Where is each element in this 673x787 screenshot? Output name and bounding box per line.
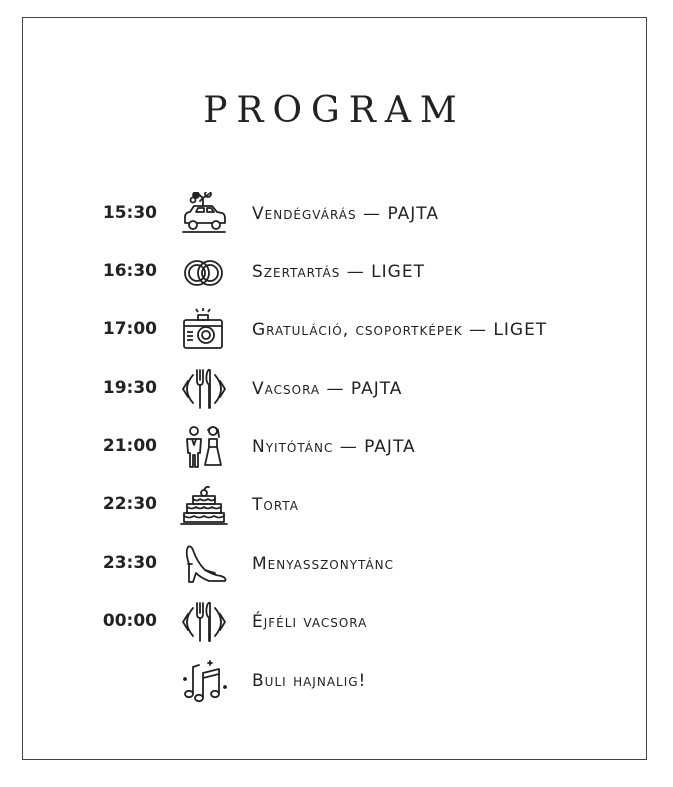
high-heel-shoe-icon bbox=[179, 542, 229, 586]
schedule-time: 22:30 bbox=[102, 494, 157, 514]
schedule-item bbox=[23, 192, 648, 236]
schedule-label: Menyasszonytánc bbox=[252, 554, 395, 574]
schedule-item bbox=[23, 367, 648, 411]
schedule-label: Vendégvárás — PAJTA bbox=[252, 204, 439, 224]
schedule-item bbox=[23, 308, 648, 352]
music-notes-icon bbox=[179, 659, 229, 703]
wedding-cake-icon bbox=[179, 483, 229, 527]
schedule-label: Buli hajnalig! bbox=[252, 671, 367, 691]
wedding-car-icon bbox=[179, 192, 229, 236]
wedding-rings-icon bbox=[179, 250, 229, 294]
schedule-label: Vacsora — PAJTA bbox=[252, 379, 403, 399]
schedule-time: 23:30 bbox=[102, 553, 157, 573]
schedule-time: 17:00 bbox=[102, 319, 157, 339]
schedule-item bbox=[23, 483, 648, 527]
dinner-plate-icon bbox=[179, 600, 229, 644]
dinner-plate-icon bbox=[179, 367, 229, 411]
schedule-label: Nyitótánc — PAJTA bbox=[252, 437, 416, 457]
schedule-time: 21:00 bbox=[102, 436, 157, 456]
schedule-time: 16:30 bbox=[102, 261, 157, 281]
schedule-time: 15:30 bbox=[102, 203, 157, 223]
page-title: PROGRAM bbox=[203, 90, 466, 131]
schedule-item bbox=[23, 659, 648, 703]
program-card bbox=[22, 17, 647, 760]
schedule-item bbox=[23, 600, 648, 644]
schedule-label: Éjféli vacsora bbox=[252, 612, 368, 632]
schedule-time: 00:00 bbox=[102, 611, 157, 631]
schedule-item bbox=[23, 542, 648, 586]
schedule-item bbox=[23, 250, 648, 294]
schedule-item bbox=[23, 425, 648, 469]
schedule-label: Szertartás — LIGET bbox=[252, 262, 425, 282]
schedule-time: 19:30 bbox=[102, 378, 157, 398]
bride-groom-icon bbox=[179, 425, 229, 469]
camera-icon bbox=[179, 308, 229, 352]
schedule-label: Gratuláció, csoportképek — LIGET bbox=[252, 320, 548, 340]
schedule-label: Torta bbox=[252, 495, 299, 515]
